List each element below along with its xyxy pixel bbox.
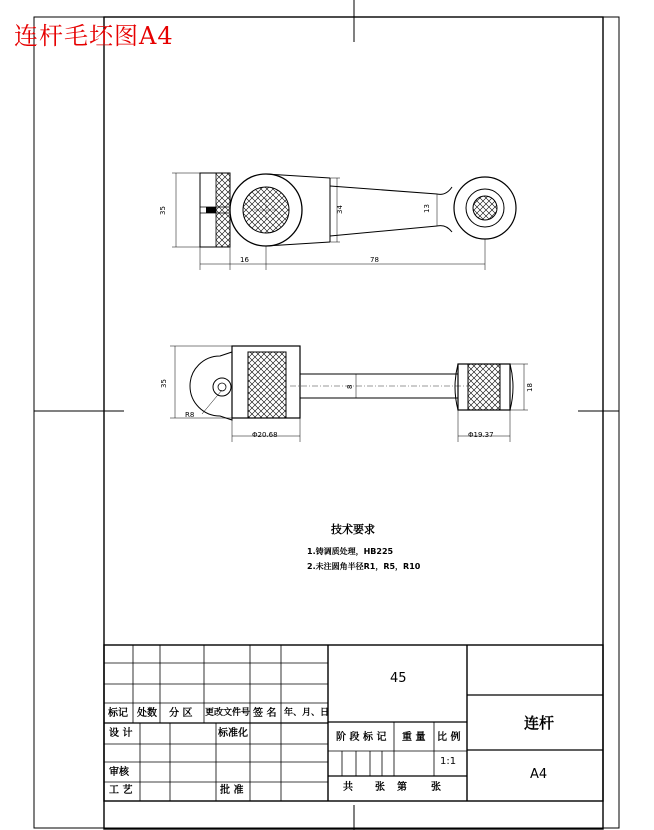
material-value: 45	[390, 671, 407, 686]
label-total: 共	[343, 782, 353, 793]
sheet-size: A4	[530, 767, 548, 782]
label-process: 工 艺	[109, 785, 133, 796]
part-name: 连杆	[524, 714, 555, 732]
label-stage-mark: 阶 段 标 记	[336, 732, 387, 743]
label-design: 设 计	[109, 728, 133, 739]
scale-value: 1:1	[440, 756, 457, 767]
label-signature: 签 名	[253, 708, 277, 719]
notes-line-1: 1.铸调质处理，HB225	[307, 547, 394, 556]
label-sheets-2: 张	[431, 782, 441, 793]
label-standardize: 标准化	[218, 728, 248, 739]
dim-16: 16	[240, 256, 249, 264]
dim-r8: R8	[185, 411, 195, 419]
notes-title: 技术要求	[331, 523, 375, 536]
drawing-title: 连杆毛坯图A4	[14, 22, 174, 50]
outer-frame	[34, 17, 619, 828]
label-zone: 分 区	[169, 708, 193, 719]
dim-8: 8	[346, 384, 354, 389]
label-change-doc: 更改文件号	[205, 708, 251, 718]
dim-35-top: 35	[159, 206, 167, 215]
dim-34: 34	[336, 205, 344, 214]
label-count: 处数	[137, 708, 157, 719]
label-weight: 重 量	[402, 732, 426, 743]
label-ratio: 比 例	[437, 732, 461, 743]
label-mark: 标记	[108, 708, 128, 719]
dim-phi-small: Φ19.37	[468, 431, 494, 439]
label-approve: 批 准	[220, 785, 244, 796]
dim-phi-big: Φ20.68	[252, 431, 278, 439]
label-page: 第	[397, 782, 407, 793]
side-view	[160, 346, 534, 442]
label-review: 审核	[109, 767, 129, 778]
dim-18: 18	[526, 383, 534, 392]
dim-78: 78	[370, 256, 379, 264]
top-view	[159, 173, 516, 270]
dim-35-side: 35	[160, 379, 168, 388]
dim-13: 13	[423, 204, 431, 213]
notes-line-2: 2.未注圆角半径R1，R5，R10	[307, 562, 421, 571]
label-sheets: 张	[375, 782, 385, 793]
label-date: 年、月、日	[284, 708, 330, 718]
